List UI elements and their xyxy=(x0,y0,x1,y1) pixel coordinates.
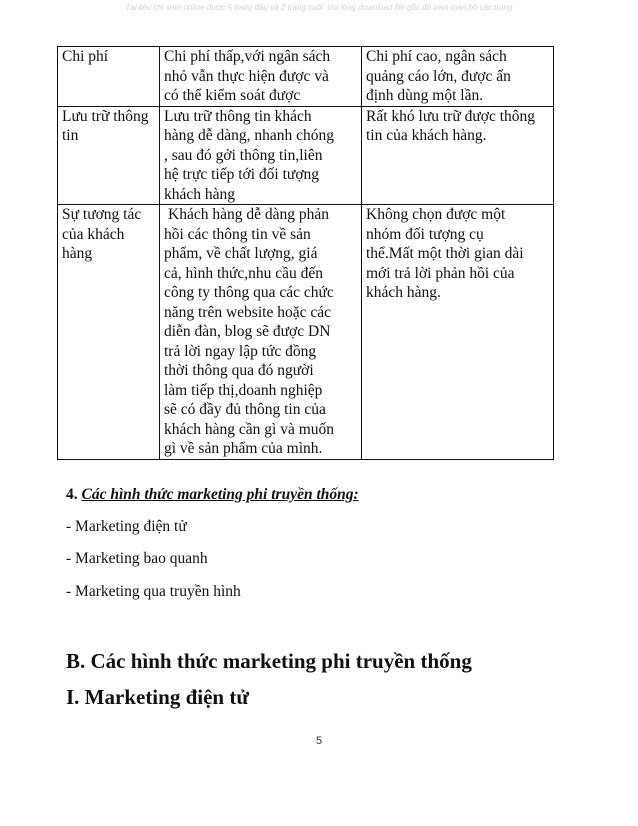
list-item: - Marketing qua truyền hình xyxy=(66,583,241,600)
row-label-storage xyxy=(58,106,160,205)
cell-line: hệ trực tiếp tới đối tượng xyxy=(164,166,320,183)
cell-line: hàng dễ dàng, nhanh chóng xyxy=(164,127,335,144)
cell-line: trả lời ngay lập tức đồng xyxy=(164,342,317,360)
cell-traditional-interaction xyxy=(362,205,554,460)
table-row-cost xyxy=(58,47,554,107)
cell-line: tin xyxy=(62,127,79,144)
list-item: - Marketing bao quanh xyxy=(66,550,208,567)
cell-line: khách hàng xyxy=(164,185,236,203)
row-label-interaction xyxy=(58,205,160,460)
cell-line: Sự tương tác xyxy=(62,206,142,223)
cell-line: thời thông qua đó người xyxy=(164,362,314,379)
cell-line: năng trên website hoặc các xyxy=(164,303,331,321)
heading-b: B. Các hình thức marketing phi truyền thống xyxy=(66,649,472,673)
cell-line: định dùng một lần. xyxy=(366,87,484,104)
cell-line: làm tiếp thị,doanh nghiệp xyxy=(164,381,323,399)
table-row-storage xyxy=(58,106,554,205)
list-item: - Marketing điện tử xyxy=(66,518,187,535)
cell-line: Không chọn được một xyxy=(366,206,506,223)
table-row-interaction xyxy=(58,205,554,460)
cell-line: Chi phí thấp,với ngân sách xyxy=(164,48,331,65)
cell-line: Khách hàng dễ dàng phản xyxy=(168,206,329,223)
cell-line: Lưu trữ thông xyxy=(62,107,149,125)
cell-line: khách hàng. xyxy=(366,284,441,301)
cell-line: phẩm, về chất lượng, giá xyxy=(164,245,318,262)
cell-traditional-cost xyxy=(362,47,554,107)
cell-line: sẽ có đầy đủ thông tin của xyxy=(164,401,326,418)
cell-line: Chi phí xyxy=(62,48,109,65)
page-number: 5 xyxy=(315,735,323,747)
cell-nontraditional-interaction xyxy=(160,205,362,460)
cell-line: diễn đàn, blog sẽ được DN xyxy=(164,323,331,340)
cell-line: Chi phí cao, ngân sách xyxy=(366,48,507,65)
section-4-title: Các hình thức marketing phi truyền thống: xyxy=(81,486,359,503)
cell-line: có thể kiểm soát được xyxy=(164,87,301,104)
watermark-text: Tài liệu chỉ xem online được 5 trang đầu và 2 trang cuối. Vui lòng download file gốc để xem toàn bộ các trang xyxy=(125,3,513,12)
cell-nontraditional-storage xyxy=(160,106,362,205)
cell-line: quảng cáo lớn, được ấn xyxy=(366,67,511,85)
cell-line: , sau đó gởi thông tin,liên xyxy=(164,146,323,164)
comparison-table xyxy=(57,46,554,460)
cell-line: nhóm đối tượng cụ xyxy=(366,225,484,243)
cell-line: công ty thông qua các chức xyxy=(164,284,334,301)
cell-line: Lưu trữ thông tin khách xyxy=(164,107,312,125)
cell-line: hàng xyxy=(62,245,93,262)
cell-nontraditional-cost xyxy=(160,47,362,107)
section-4-heading xyxy=(66,486,359,504)
cell-line: hồi các thông tin về sản xyxy=(164,225,311,243)
cell-line: Rất khó lưu trữ được thông xyxy=(366,107,536,125)
cell-line: tin của khách hàng. xyxy=(366,127,487,144)
cell-traditional-storage xyxy=(362,106,554,205)
cell-line: thể.Mất một thời gian dài xyxy=(366,245,524,262)
cell-line: cả, hình thức,nhu cầu đến xyxy=(164,264,324,282)
cell-line: nhỏ vẫn thực hiện được và xyxy=(164,67,329,85)
cell-line: gì về sản phẩm của mình. xyxy=(164,440,323,457)
row-label-cost xyxy=(58,47,160,107)
section-4-number: 4. xyxy=(66,486,82,503)
cell-line: mới trả lời phản hồi của xyxy=(366,264,515,282)
cell-line: của khách xyxy=(62,225,125,243)
heading-i: I. Marketing điện tử xyxy=(66,685,249,709)
cell-line: khách hàng cần gì và muốn xyxy=(164,420,335,438)
